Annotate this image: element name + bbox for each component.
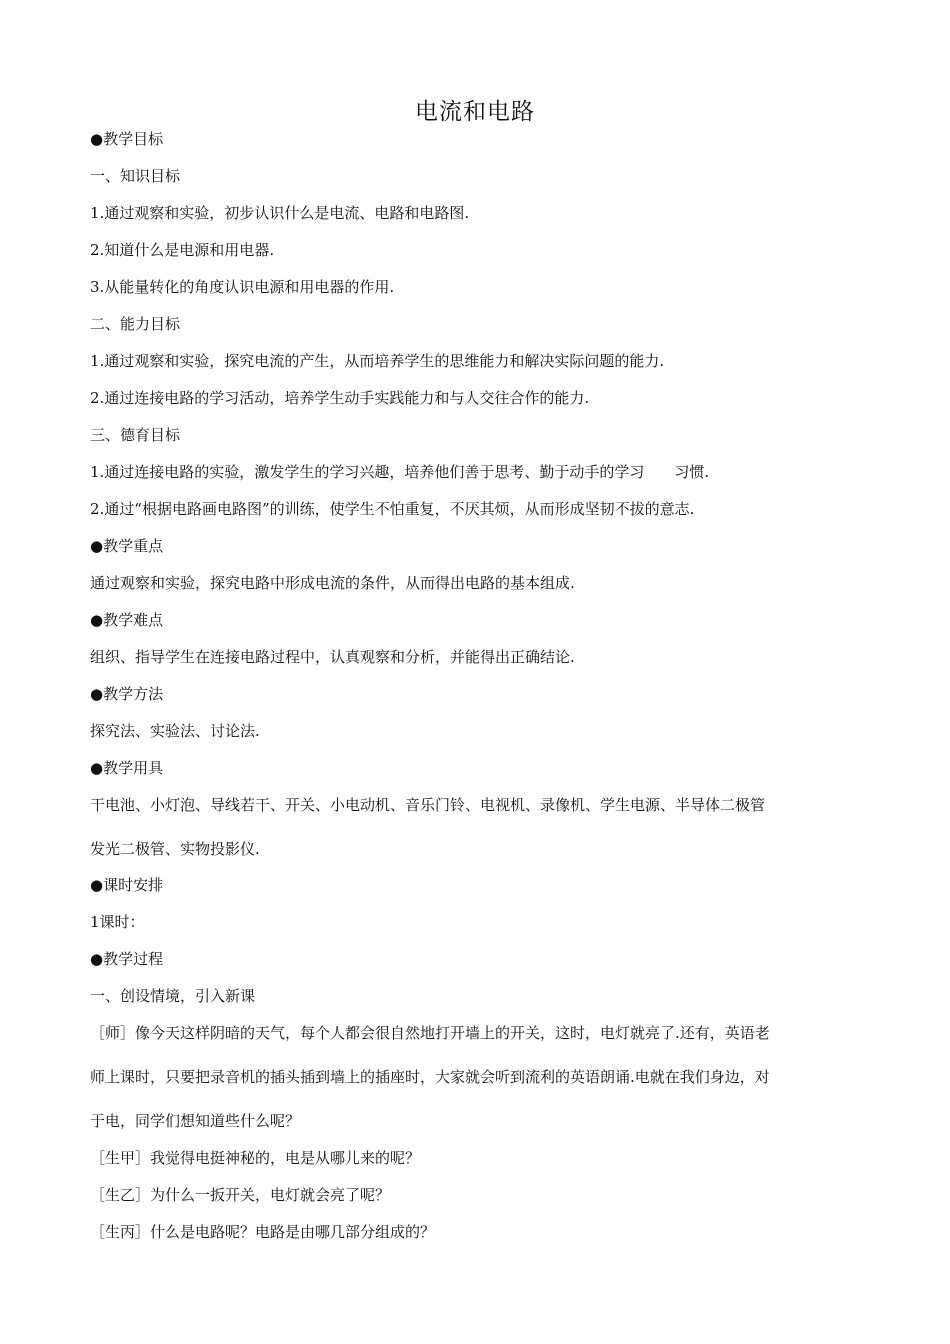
section-heading: ●教学用具 xyxy=(90,759,164,777)
paragraph: ［生丙］什么是电路呢？电路是由哪几部分组成的？ xyxy=(90,1223,436,1241)
section-heading: ●教学目标 xyxy=(90,130,164,148)
paragraph: ［师］像今天这样阴暗的天气，每个人都会很自然地打开墙上的开关，这时，电灯就亮了.还有，英语老 xyxy=(90,1024,770,1042)
section-heading: ●教学难点 xyxy=(90,611,164,629)
paragraph: ［生乙］为什么一扳开关，电灯就会亮了呢？ xyxy=(90,1186,391,1204)
paragraph: 3.从能量转化的角度认识电源和用电器的作用. xyxy=(90,278,395,296)
paragraph: 干电池、小灯泡、导线若干、开关、小电动机、音乐门铃、电视机、录像机、学生电源、半导体二极管 xyxy=(90,796,766,814)
paragraph: 2.知道什么是电源和用电器. xyxy=(90,241,275,259)
subsection-heading: 二、能力目标 xyxy=(90,315,181,333)
paragraph: 于电，同学们想知道些什么呢？ xyxy=(90,1112,301,1130)
subsection-heading: 三、德育目标 xyxy=(90,426,181,444)
paragraph: 组织、指导学生在连接电路过程中，认真观察和分析，并能得出正确结论. xyxy=(90,648,575,666)
section-heading: ●教学方法 xyxy=(90,685,164,703)
paragraph: ［生甲］我觉得电挺神秘的，电是从哪儿来的呢？ xyxy=(90,1149,421,1167)
paragraph: 师上课时，只要把录音机的插头插到墙上的插座时，大家就会听到流利的英语朗诵.电就在我们身边，对 xyxy=(90,1068,770,1086)
paragraph: 2.通过连接电路的学习活动，培养学生动手实践能力和与人交往合作的能力. xyxy=(90,389,590,407)
paragraph: 发光二极管、实物投影仪. xyxy=(90,840,260,858)
paragraph: 2.通过“根据电路画电路图”的训练，使学生不怕重复，不厌其烦，从而形成坚韧不拔的意志. xyxy=(90,500,695,518)
subsection-heading: 一、创设情境，引入新课 xyxy=(90,987,256,1005)
paragraph: 1.通过观察和实验，探究电流的产生，从而培养学生的思维能力和解决实际问题的能力. xyxy=(90,352,665,370)
section-heading: ●教学过程 xyxy=(90,950,164,968)
paragraph: 1课时： xyxy=(90,913,145,931)
page-title: 电流和电路 xyxy=(415,99,535,125)
section-heading: ●教学重点 xyxy=(90,537,164,555)
section-heading: ●课时安排 xyxy=(90,876,164,894)
paragraph: 通过观察和实验，探究电路中形成电流的条件，从而得出电路的基本组成. xyxy=(90,574,575,592)
subsection-heading: 一、知识目标 xyxy=(90,167,181,185)
paragraph: 探究法、实验法、讨论法. xyxy=(90,722,260,740)
paragraph: 1.通过观察和实验，初步认识什么是电流、电路和电路图. xyxy=(90,204,470,222)
paragraph: 1.通过连接电路的实验，激发学生的学习兴趣，培养他们善于思考、勤于动手的学习 习惯. xyxy=(90,463,710,481)
